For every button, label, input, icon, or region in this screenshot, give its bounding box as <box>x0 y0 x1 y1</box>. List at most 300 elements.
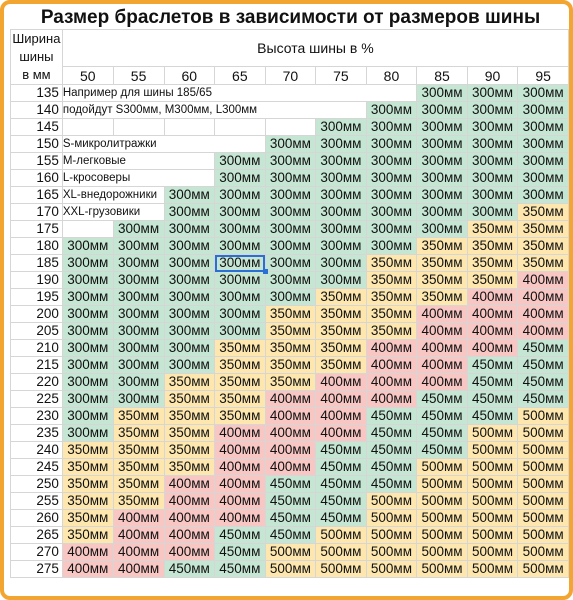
size-cell-250-65[interactable]: 400мм <box>215 476 266 493</box>
size-cell-220-75[interactable]: 400мм <box>316 374 367 391</box>
size-cell-180-60[interactable]: 300мм <box>164 238 215 255</box>
size-cell-250-85[interactable]: 500мм <box>417 476 468 493</box>
size-cell-165-70[interactable]: 300мм <box>265 187 316 204</box>
size-cell-200-65[interactable]: 300мм <box>215 306 266 323</box>
width-cell-230[interactable]: 230 <box>11 408 63 425</box>
size-cell-275-80[interactable]: 500мм <box>366 561 417 578</box>
size-cell-200-75[interactable]: 350мм <box>316 306 367 323</box>
size-cell-260-75[interactable]: 450мм <box>316 510 367 527</box>
size-cell-250-50[interactable]: 350мм <box>62 476 113 493</box>
size-cell-275-95[interactable]: 500мм <box>518 561 569 578</box>
size-cell-270-95[interactable]: 500мм <box>518 544 569 561</box>
size-cell-220-50[interactable]: 300мм <box>62 374 113 391</box>
size-cell-150-95[interactable]: 300мм <box>518 136 569 153</box>
size-cell-190-95[interactable]: 400мм <box>518 272 569 289</box>
size-cell-215-85[interactable]: 400мм <box>417 357 468 374</box>
width-cell-215[interactable]: 215 <box>11 357 63 374</box>
size-cell-170-95[interactable]: 350мм <box>518 204 569 221</box>
size-cell-200-60[interactable]: 300мм <box>164 306 215 323</box>
size-cell-205-55[interactable]: 300мм <box>113 323 164 340</box>
size-cell-230-75[interactable]: 400мм <box>316 408 367 425</box>
size-cell-185-65[interactable]: 300мм <box>215 255 266 272</box>
size-cell-155-65[interactable]: 300мм <box>215 153 266 170</box>
size-cell-210-50[interactable]: 300мм <box>62 340 113 357</box>
size-cell-160-95[interactable]: 300мм <box>518 170 569 187</box>
size-cell-185-85[interactable]: 350мм <box>417 255 468 272</box>
size-cell-265-80[interactable]: 500мм <box>366 527 417 544</box>
width-cell-245[interactable]: 245 <box>11 459 63 476</box>
size-cell-255-70[interactable]: 450мм <box>265 493 316 510</box>
size-cell-160-85[interactable]: 300мм <box>417 170 468 187</box>
size-cell-275-70[interactable]: 500мм <box>265 561 316 578</box>
size-cell-200-70[interactable]: 350мм <box>265 306 316 323</box>
size-cell-235-75[interactable]: 400мм <box>316 425 367 442</box>
size-cell-215-95[interactable]: 450мм <box>518 357 569 374</box>
size-cell-245-50[interactable]: 350мм <box>62 459 113 476</box>
size-cell-145-75[interactable]: 300мм <box>316 119 367 136</box>
width-cell-235[interactable]: 235 <box>11 425 63 442</box>
size-cell-245-80[interactable]: 450мм <box>366 459 417 476</box>
size-cell-265-55[interactable]: 400мм <box>113 527 164 544</box>
size-cell-255-55[interactable]: 350мм <box>113 493 164 510</box>
size-cell-155-90[interactable]: 300мм <box>467 153 518 170</box>
width-cell-145[interactable]: 145 <box>11 119 63 136</box>
size-cell-175-60[interactable]: 300мм <box>164 221 215 238</box>
size-cell-145-85[interactable]: 300мм <box>417 119 468 136</box>
height-header-80[interactable]: 80 <box>366 67 417 85</box>
size-cell-225-80[interactable]: 400мм <box>366 391 417 408</box>
size-cell-175-85[interactable]: 300мм <box>417 221 468 238</box>
width-cell-180[interactable]: 180 <box>11 238 63 255</box>
size-cell-250-80[interactable]: 450мм <box>366 476 417 493</box>
height-header-90[interactable]: 90 <box>467 67 518 85</box>
size-cell-180-70[interactable]: 300мм <box>265 238 316 255</box>
width-cell-220[interactable]: 220 <box>11 374 63 391</box>
width-cell-275[interactable]: 275 <box>11 561 63 578</box>
note-cell[interactable]: L-кросоверы <box>62 170 214 187</box>
size-cell-185-75[interactable]: 300мм <box>316 255 367 272</box>
height-header-50[interactable]: 50 <box>62 67 113 85</box>
size-cell-190-75[interactable]: 300мм <box>316 272 367 289</box>
size-cell-240-50[interactable]: 350мм <box>62 442 113 459</box>
size-cell-175-95[interactable]: 350мм <box>518 221 569 238</box>
width-cell-195[interactable]: 195 <box>11 289 63 306</box>
size-cell-215-60[interactable]: 300мм <box>164 357 215 374</box>
size-cell-150-70[interactable]: 300мм <box>265 136 316 153</box>
size-cell-185-80[interactable]: 350мм <box>366 255 417 272</box>
size-cell-165-90[interactable]: 300мм <box>467 187 518 204</box>
size-cell-195-75[interactable]: 350мм <box>316 289 367 306</box>
size-cell-270-60[interactable]: 400мм <box>164 544 215 561</box>
size-cell-275-60[interactable]: 450мм <box>164 561 215 578</box>
size-cell-135-95[interactable]: 300мм <box>518 85 569 102</box>
size-cell-250-55[interactable]: 350мм <box>113 476 164 493</box>
width-cell-160[interactable]: 160 <box>11 170 63 187</box>
size-cell-275-55[interactable]: 400мм <box>113 561 164 578</box>
size-cell-260-95[interactable]: 500мм <box>518 510 569 527</box>
size-cell-190-80[interactable]: 350мм <box>366 272 417 289</box>
size-cell-200-85[interactable]: 400мм <box>417 306 468 323</box>
size-cell-210-60[interactable]: 300мм <box>164 340 215 357</box>
size-cell-195-85[interactable]: 350мм <box>417 289 468 306</box>
size-cell-170-70[interactable]: 300мм <box>265 204 316 221</box>
size-cell-250-95[interactable]: 500мм <box>518 476 569 493</box>
size-cell-150-80[interactable]: 300мм <box>366 136 417 153</box>
size-cell-135-85[interactable]: 300мм <box>417 85 468 102</box>
size-cell-230-95[interactable]: 500мм <box>518 408 569 425</box>
size-cell-265-75[interactable]: 500мм <box>316 527 367 544</box>
width-cell-135[interactable]: 135 <box>11 85 63 102</box>
size-cell-215-65[interactable]: 350мм <box>215 357 266 374</box>
size-cell-215-55[interactable]: 300мм <box>113 357 164 374</box>
size-cell-160-70[interactable]: 300мм <box>265 170 316 187</box>
size-cell-245-65[interactable]: 400мм <box>215 459 266 476</box>
size-cell-255-65[interactable]: 400мм <box>215 493 266 510</box>
size-cell-255-60[interactable]: 400мм <box>164 493 215 510</box>
size-cell-160-75[interactable]: 300мм <box>316 170 367 187</box>
width-cell-210[interactable]: 210 <box>11 340 63 357</box>
height-header-65[interactable]: 65 <box>215 67 266 85</box>
size-cell-195-60[interactable]: 300мм <box>164 289 215 306</box>
size-cell-270-65[interactable]: 450мм <box>215 544 266 561</box>
size-cell-145-50[interactable] <box>62 119 113 136</box>
size-cell-165-60[interactable]: 300мм <box>164 187 215 204</box>
size-cell-200-80[interactable]: 350мм <box>366 306 417 323</box>
size-cell-220-90[interactable]: 450мм <box>467 374 518 391</box>
size-cell-205-60[interactable]: 300мм <box>164 323 215 340</box>
size-cell-150-75[interactable]: 300мм <box>316 136 367 153</box>
size-cell-160-90[interactable]: 300мм <box>467 170 518 187</box>
size-cell-220-70[interactable]: 350мм <box>265 374 316 391</box>
size-cell-145-65[interactable] <box>215 119 266 136</box>
note-cell[interactable]: S-микролитражки <box>62 136 265 153</box>
width-cell-225[interactable]: 225 <box>11 391 63 408</box>
size-cell-195-65[interactable]: 300мм <box>215 289 266 306</box>
size-cell-170-75[interactable]: 300мм <box>316 204 367 221</box>
size-cell-220-65[interactable]: 350мм <box>215 374 266 391</box>
size-cell-225-60[interactable]: 350мм <box>164 391 215 408</box>
size-cell-155-70[interactable]: 300мм <box>265 153 316 170</box>
width-cell-205[interactable]: 205 <box>11 323 63 340</box>
size-cell-205-90[interactable]: 400мм <box>467 323 518 340</box>
size-cell-180-50[interactable]: 300мм <box>62 238 113 255</box>
size-cell-140-85[interactable]: 300мм <box>417 102 468 119</box>
size-cell-205-75[interactable]: 350мм <box>316 323 367 340</box>
size-cell-205-65[interactable]: 300мм <box>215 323 266 340</box>
size-cell-170-80[interactable]: 300мм <box>366 204 417 221</box>
size-cell-270-70[interactable]: 500мм <box>265 544 316 561</box>
size-cell-225-70[interactable]: 400мм <box>265 391 316 408</box>
size-cell-255-90[interactable]: 500мм <box>467 493 518 510</box>
size-cell-165-75[interactable]: 300мм <box>316 187 367 204</box>
size-cell-145-55[interactable] <box>113 119 164 136</box>
size-cell-215-75[interactable]: 350мм <box>316 357 367 374</box>
size-cell-230-65[interactable]: 350мм <box>215 408 266 425</box>
size-cell-155-85[interactable]: 300мм <box>417 153 468 170</box>
size-cell-265-95[interactable]: 500мм <box>518 527 569 544</box>
size-cell-270-50[interactable]: 400мм <box>62 544 113 561</box>
size-cell-270-85[interactable]: 500мм <box>417 544 468 561</box>
size-cell-210-65[interactable]: 350мм <box>215 340 266 357</box>
width-cell-270[interactable]: 270 <box>11 544 63 561</box>
size-cell-255-95[interactable]: 500мм <box>518 493 569 510</box>
height-header[interactable]: Высота шины в % <box>62 30 568 67</box>
size-cell-225-75[interactable]: 400мм <box>316 391 367 408</box>
width-cell-240[interactable]: 240 <box>11 442 63 459</box>
size-cell-260-55[interactable]: 400мм <box>113 510 164 527</box>
size-cell-180-95[interactable]: 350мм <box>518 238 569 255</box>
size-cell-165-95[interactable]: 300мм <box>518 187 569 204</box>
size-cell-185-60[interactable]: 300мм <box>164 255 215 272</box>
width-cell-190[interactable]: 190 <box>11 272 63 289</box>
size-cell-225-85[interactable]: 450мм <box>417 391 468 408</box>
size-cell-205-95[interactable]: 400мм <box>518 323 569 340</box>
size-cell-240-60[interactable]: 350мм <box>164 442 215 459</box>
size-cell-195-95[interactable]: 400мм <box>518 289 569 306</box>
size-cell-185-50[interactable]: 300мм <box>62 255 113 272</box>
size-cell-215-90[interactable]: 450мм <box>467 357 518 374</box>
size-cell-225-90[interactable]: 450мм <box>467 391 518 408</box>
size-cell-185-55[interactable]: 300мм <box>113 255 164 272</box>
size-cell-145-90[interactable]: 300мм <box>467 119 518 136</box>
size-cell-270-55[interactable]: 400мм <box>113 544 164 561</box>
size-cell-270-90[interactable]: 500мм <box>467 544 518 561</box>
size-cell-245-55[interactable]: 350мм <box>113 459 164 476</box>
size-cell-180-75[interactable]: 300мм <box>316 238 367 255</box>
size-cell-175-75[interactable]: 300мм <box>316 221 367 238</box>
size-cell-260-80[interactable]: 500мм <box>366 510 417 527</box>
size-cell-245-85[interactable]: 500мм <box>417 459 468 476</box>
size-cell-175-80[interactable]: 300мм <box>366 221 417 238</box>
size-cell-240-95[interactable]: 500мм <box>518 442 569 459</box>
size-cell-240-85[interactable]: 450мм <box>417 442 468 459</box>
size-cell-220-55[interactable]: 300мм <box>113 374 164 391</box>
size-cell-255-50[interactable]: 350мм <box>62 493 113 510</box>
size-cell-265-65[interactable]: 450мм <box>215 527 266 544</box>
width-cell-170[interactable]: 170 <box>11 204 63 221</box>
size-cell-275-50[interactable]: 400мм <box>62 561 113 578</box>
size-cell-175-65[interactable]: 300мм <box>215 221 266 238</box>
size-cell-220-60[interactable]: 350мм <box>164 374 215 391</box>
height-header-60[interactable]: 60 <box>164 67 215 85</box>
note-cell[interactable]: подойдут S300мм, M300мм, L300мм <box>62 102 366 119</box>
size-cell-175-50[interactable] <box>62 221 113 238</box>
size-cell-145-60[interactable] <box>164 119 215 136</box>
size-cell-245-70[interactable]: 400мм <box>265 459 316 476</box>
size-cell-235-90[interactable]: 500мм <box>467 425 518 442</box>
size-cell-255-85[interactable]: 500мм <box>417 493 468 510</box>
size-cell-200-50[interactable]: 300мм <box>62 306 113 323</box>
size-cell-155-95[interactable]: 300мм <box>518 153 569 170</box>
width-cell-165[interactable]: 165 <box>11 187 63 204</box>
size-cell-225-95[interactable]: 450мм <box>518 391 569 408</box>
size-cell-265-50[interactable]: 350мм <box>62 527 113 544</box>
size-cell-185-70[interactable]: 300мм <box>265 255 316 272</box>
size-cell-160-80[interactable]: 300мм <box>366 170 417 187</box>
size-cell-265-60[interactable]: 400мм <box>164 527 215 544</box>
size-cell-245-60[interactable]: 350мм <box>164 459 215 476</box>
size-cell-245-95[interactable]: 500мм <box>518 459 569 476</box>
size-cell-155-75[interactable]: 300мм <box>316 153 367 170</box>
size-cell-225-55[interactable]: 300мм <box>113 391 164 408</box>
width-cell-260[interactable]: 260 <box>11 510 63 527</box>
size-cell-180-90[interactable]: 350мм <box>467 238 518 255</box>
size-cell-240-70[interactable]: 400мм <box>265 442 316 459</box>
size-cell-230-70[interactable]: 400мм <box>265 408 316 425</box>
size-cell-240-75[interactable]: 450мм <box>316 442 367 459</box>
size-cell-165-85[interactable]: 300мм <box>417 187 468 204</box>
size-cell-235-95[interactable]: 500мм <box>518 425 569 442</box>
size-cell-260-90[interactable]: 500мм <box>467 510 518 527</box>
size-cell-255-75[interactable]: 450мм <box>316 493 367 510</box>
size-cell-200-95[interactable]: 400мм <box>518 306 569 323</box>
size-cell-235-65[interactable]: 400мм <box>215 425 266 442</box>
size-cell-215-50[interactable]: 300мм <box>62 357 113 374</box>
size-cell-240-55[interactable]: 350мм <box>113 442 164 459</box>
size-cell-165-65[interactable]: 300мм <box>215 187 266 204</box>
size-cell-260-70[interactable]: 450мм <box>265 510 316 527</box>
size-cell-180-55[interactable]: 300мм <box>113 238 164 255</box>
size-cell-230-85[interactable]: 450мм <box>417 408 468 425</box>
size-cell-245-75[interactable]: 450мм <box>316 459 367 476</box>
height-header-75[interactable]: 75 <box>316 67 367 85</box>
size-cell-265-70[interactable]: 450мм <box>265 527 316 544</box>
size-cell-140-95[interactable]: 300мм <box>518 102 569 119</box>
size-cell-185-95[interactable]: 350мм <box>518 255 569 272</box>
width-cell-140[interactable]: 140 <box>11 102 63 119</box>
width-cell-175[interactable]: 175 <box>11 221 63 238</box>
size-cell-235-60[interactable]: 350мм <box>164 425 215 442</box>
size-cell-250-70[interactable]: 450мм <box>265 476 316 493</box>
size-cell-170-85[interactable]: 300мм <box>417 204 468 221</box>
size-cell-145-95[interactable]: 300мм <box>518 119 569 136</box>
size-cell-205-70[interactable]: 350мм <box>265 323 316 340</box>
size-cell-180-80[interactable]: 300мм <box>366 238 417 255</box>
size-cell-240-65[interactable]: 400мм <box>215 442 266 459</box>
size-cell-235-55[interactable]: 350мм <box>113 425 164 442</box>
width-cell-250[interactable]: 250 <box>11 476 63 493</box>
note-cell[interactable]: M-легковые <box>62 153 214 170</box>
size-cell-210-75[interactable]: 350мм <box>316 340 367 357</box>
size-cell-195-50[interactable]: 300мм <box>62 289 113 306</box>
size-cell-235-50[interactable]: 300мм <box>62 425 113 442</box>
size-cell-170-65[interactable]: 300мм <box>215 204 266 221</box>
size-cell-195-80[interactable]: 350мм <box>366 289 417 306</box>
size-cell-155-80[interactable]: 300мм <box>366 153 417 170</box>
size-cell-200-55[interactable]: 300мм <box>113 306 164 323</box>
size-cell-210-95[interactable]: 450мм <box>518 340 569 357</box>
size-cell-260-60[interactable]: 400мм <box>164 510 215 527</box>
size-cell-190-90[interactable]: 350мм <box>467 272 518 289</box>
size-cell-275-65[interactable]: 450мм <box>215 561 266 578</box>
size-cell-235-85[interactable]: 450мм <box>417 425 468 442</box>
width-cell-150[interactable]: 150 <box>11 136 63 153</box>
size-cell-235-80[interactable]: 450мм <box>366 425 417 442</box>
height-header-95[interactable]: 95 <box>518 67 569 85</box>
size-cell-205-80[interactable]: 350мм <box>366 323 417 340</box>
size-cell-170-60[interactable]: 300мм <box>164 204 215 221</box>
size-cell-165-80[interactable]: 300мм <box>366 187 417 204</box>
size-cell-225-65[interactable]: 350мм <box>215 391 266 408</box>
width-cell-265[interactable]: 265 <box>11 527 63 544</box>
size-cell-195-55[interactable]: 300мм <box>113 289 164 306</box>
size-cell-205-50[interactable]: 300мм <box>62 323 113 340</box>
size-cell-180-65[interactable]: 300мм <box>215 238 266 255</box>
size-cell-175-70[interactable]: 300мм <box>265 221 316 238</box>
size-cell-190-60[interactable]: 300мм <box>164 272 215 289</box>
size-cell-240-80[interactable]: 450мм <box>366 442 417 459</box>
size-cell-135-90[interactable]: 300мм <box>467 85 518 102</box>
note-cell[interactable]: XXL-грузовики <box>62 204 164 221</box>
size-cell-270-75[interactable]: 500мм <box>316 544 367 561</box>
size-cell-275-75[interactable]: 500мм <box>316 561 367 578</box>
size-cell-220-85[interactable]: 400мм <box>417 374 468 391</box>
size-cell-180-85[interactable]: 350мм <box>417 238 468 255</box>
size-cell-190-65[interactable]: 300мм <box>215 272 266 289</box>
size-cell-195-90[interactable]: 400мм <box>467 289 518 306</box>
size-cell-230-80[interactable]: 450мм <box>366 408 417 425</box>
size-cell-210-55[interactable]: 300мм <box>113 340 164 357</box>
size-cell-275-85[interactable]: 500мм <box>417 561 468 578</box>
note-cell[interactable]: XL-внедорожники <box>62 187 164 204</box>
size-cell-240-90[interactable]: 500мм <box>467 442 518 459</box>
size-cell-255-80[interactable]: 500мм <box>366 493 417 510</box>
width-cell-200[interactable]: 200 <box>11 306 63 323</box>
size-cell-250-90[interactable]: 500мм <box>467 476 518 493</box>
size-cell-230-50[interactable]: 300мм <box>62 408 113 425</box>
size-cell-230-55[interactable]: 350мм <box>113 408 164 425</box>
size-cell-275-90[interactable]: 500мм <box>467 561 518 578</box>
width-header[interactable] <box>11 30 63 85</box>
size-cell-190-55[interactable]: 300мм <box>113 272 164 289</box>
size-cell-175-55[interactable]: 300мм <box>113 221 164 238</box>
size-cell-210-90[interactable]: 400мм <box>467 340 518 357</box>
size-cell-250-60[interactable]: 400мм <box>164 476 215 493</box>
size-cell-150-90[interactable]: 300мм <box>467 136 518 153</box>
size-cell-190-70[interactable]: 300мм <box>265 272 316 289</box>
size-cell-230-60[interactable]: 350мм <box>164 408 215 425</box>
size-cell-260-65[interactable]: 400мм <box>215 510 266 527</box>
note-cell[interactable]: Например для шины 185/65 <box>62 85 416 102</box>
size-cell-215-70[interactable]: 350мм <box>265 357 316 374</box>
size-cell-230-90[interactable]: 450мм <box>467 408 518 425</box>
height-header-70[interactable]: 70 <box>265 67 316 85</box>
size-cell-210-80[interactable]: 400мм <box>366 340 417 357</box>
size-cell-160-65[interactable]: 300мм <box>215 170 266 187</box>
size-cell-265-85[interactable]: 500мм <box>417 527 468 544</box>
size-cell-145-80[interactable]: 300мм <box>366 119 417 136</box>
size-cell-150-85[interactable]: 300мм <box>417 136 468 153</box>
size-cell-210-70[interactable]: 350мм <box>265 340 316 357</box>
width-cell-155[interactable]: 155 <box>11 153 63 170</box>
size-cell-205-85[interactable]: 400мм <box>417 323 468 340</box>
size-cell-185-90[interactable]: 350мм <box>467 255 518 272</box>
height-header-85[interactable]: 85 <box>417 67 468 85</box>
size-cell-260-85[interactable]: 500мм <box>417 510 468 527</box>
size-cell-215-80[interactable]: 400мм <box>366 357 417 374</box>
height-header-55[interactable]: 55 <box>113 67 164 85</box>
size-cell-220-80[interactable]: 400мм <box>366 374 417 391</box>
size-cell-190-85[interactable]: 350мм <box>417 272 468 289</box>
size-cell-140-90[interactable]: 300мм <box>467 102 518 119</box>
size-cell-265-90[interactable]: 500мм <box>467 527 518 544</box>
width-cell-255[interactable]: 255 <box>11 493 63 510</box>
size-cell-190-50[interactable]: 300мм <box>62 272 113 289</box>
width-cell-185[interactable]: 185 <box>11 255 63 272</box>
size-cell-175-90[interactable]: 350мм <box>467 221 518 238</box>
size-cell-140-80[interactable]: 300мм <box>366 102 417 119</box>
size-cell-210-85[interactable]: 400мм <box>417 340 468 357</box>
